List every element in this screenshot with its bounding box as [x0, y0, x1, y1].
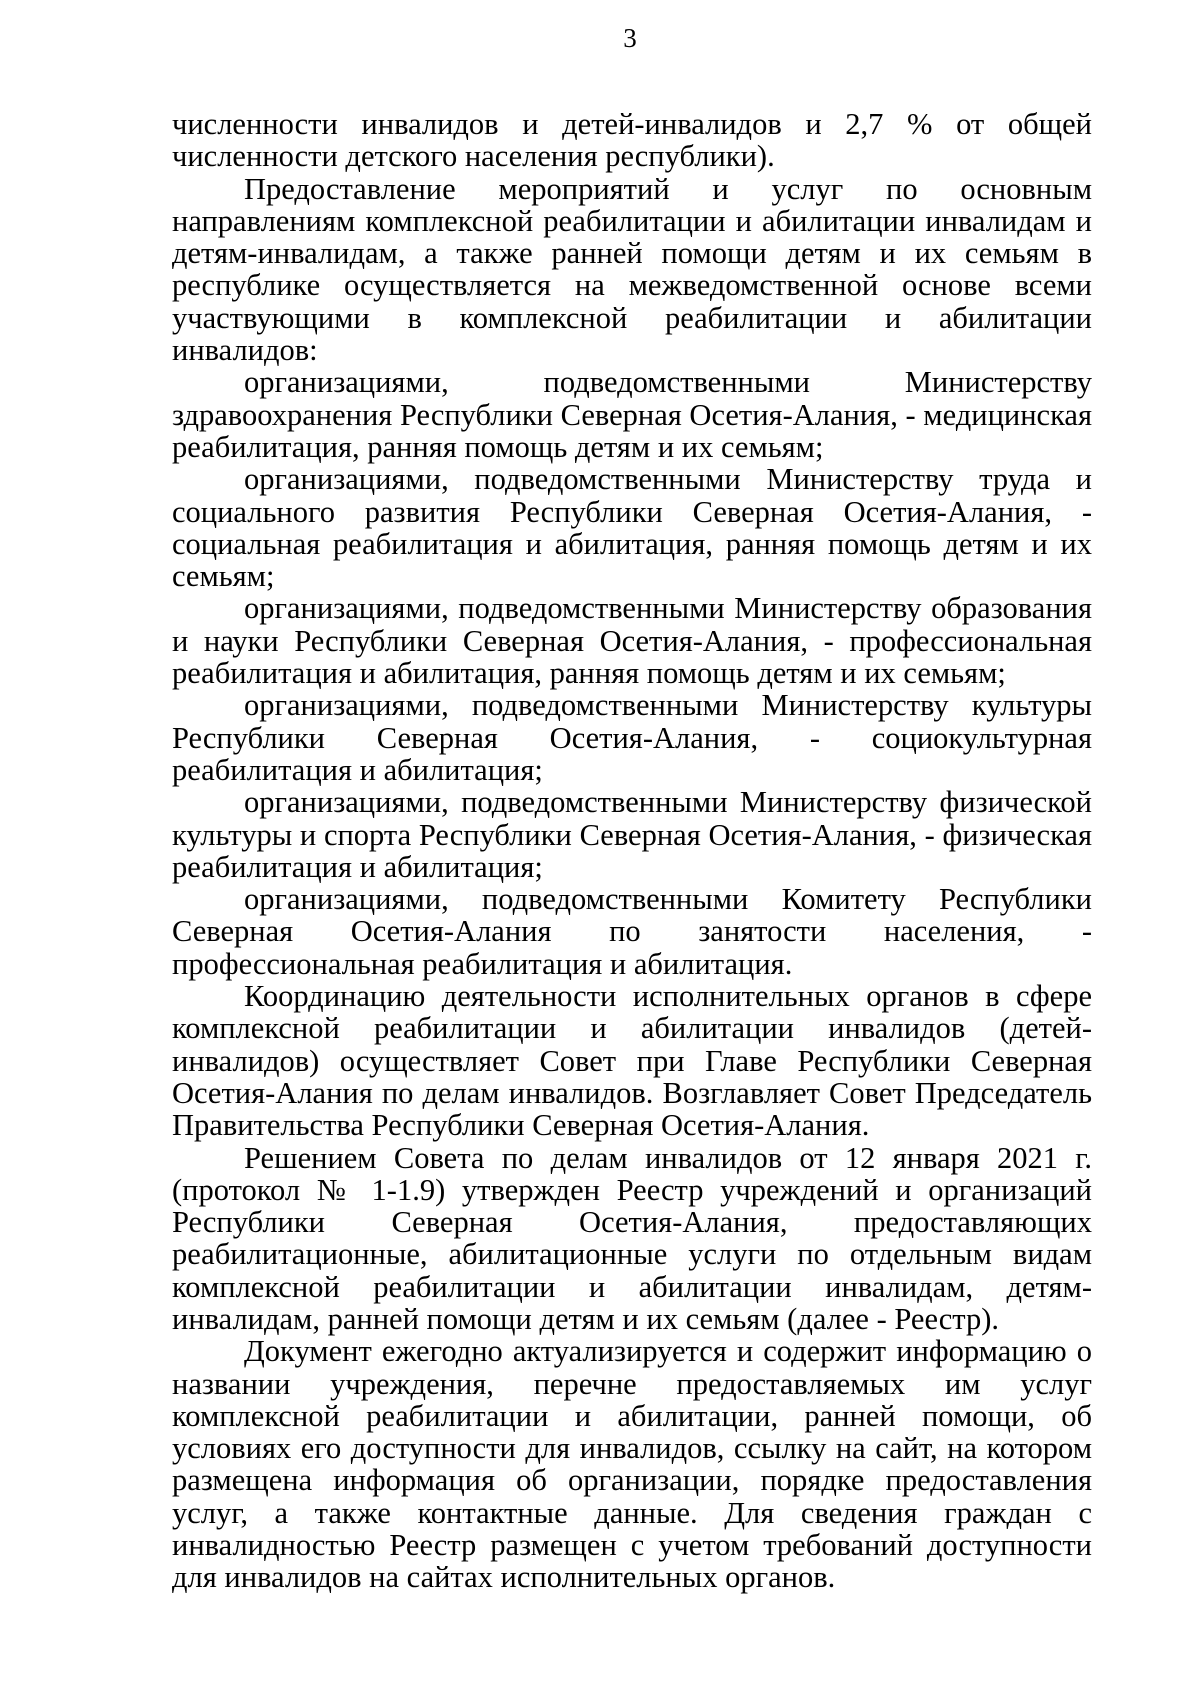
paragraph-employment-committee: организациями, подведомственными Комитету Республики Северная Осетия-Алания по занятости населения, - профессиональная реабилитация и абилитация. — [172, 882, 1092, 981]
paragraph-culture-ministry: организациями, подведомственными Министерству культуры Республики Северная Осетия-Алания, - социокультурная реабилитация и абилитация; — [172, 688, 1092, 787]
paragraph-labor-ministry: организациями, подведомственными Министерству труда и социального развития Республики Северная Осетия-Алания, - социальная реабилитация и абилитация, ранняя помощь детям и их семьям; — [172, 462, 1092, 594]
paragraph-registry-decision: Решением Совета по делам инвалидов от 12 января 2021 г. (протокол № 1-1.9) утвержден Реестр учреждений и организаций Республики Северная Осетия-Алания, предоставляющих реабилитационные, абилитационные услуги по отдельным видам комплексной реабилитации и абилитации инвалидам, детям-инвалидам, ранней помощи детям и их семьям (далее - Реестр). — [172, 1140, 1092, 1336]
document-body — [172, 108, 1092, 1594]
paragraph-continuation: численности инвалидов и детей-инвалидов и 2,7 % от общей численности детского населения республики). — [172, 107, 1092, 174]
paragraph-coordination: Координацию деятельности исполнительных органов в сфере комплексной реабилитации и абилитации инвалидов (детей-инвалидов) осуществляет Совет при Главе Республики Северная Осетия-Алания по делам инвалидов. Возглавляет Совет Председатель Правительства Республики Северная Осетия-Алания. — [172, 979, 1092, 1143]
paragraph-services-overview: Предоставление мероприятий и услуг по основным направлениям комплексной реабилитации и абилитации инвалидам и детям-инвалидам, а также ранней помощи детям и их семьям в республике осуществляется на межведомственной основе всеми участвующими в комплексной реабилитации и абилитации инвалидов: — [172, 171, 1092, 368]
paragraph-registry-update: Документ ежегодно актуализируется и содержит информацию о названии учреждения, перечне предоставляемых им услуг комплексной реабилитации и абилитации, ранней помощи, об условиях его доступности для инвалидов, ссылку на сайт, на котором размещена информация об организации, порядке предоставления услуг, а также контактные данные. Для сведения граждан с инвалидностью Реестр размещен с учетом требований доступности для инвалидов на сайтах исполнительных органов. — [172, 1334, 1092, 1595]
paragraph-sport-ministry: организациями, подведомственными Министерству физической культуры и спорта Республики Северная Осетия-Алания, - физическая реабилитация и абилитация; — [172, 785, 1092, 884]
paragraph-health-ministry: организациями, подведомственными Министерству здравоохранения Республики Северная Осетия-Алания, - медицинская реабилитация, ранняя помощь детям и их семьям; — [172, 365, 1092, 464]
paragraph-education-ministry: организациями, подведомственными Министерству образования и науки Республики Северная Осетия-Алания, - профессиональная реабилитация и абилитация, ранняя помощь детям и их семьям; — [172, 591, 1092, 691]
page-number: 3 — [623, 23, 637, 53]
